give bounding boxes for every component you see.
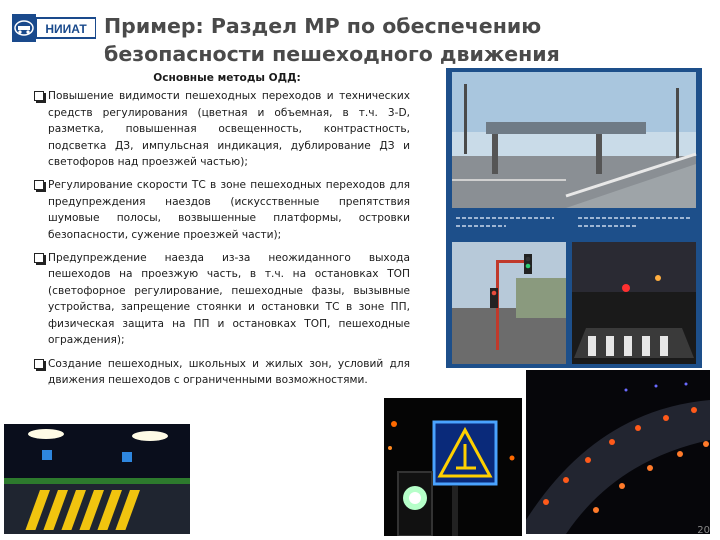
logo-text: НИИАТ: [45, 22, 87, 36]
list-item: [34, 356, 410, 389]
pedestrian-bridge-photo: [452, 72, 696, 208]
illuminated-crosswalk-photo: [4, 424, 190, 534]
checkbox-bullet-icon: [34, 359, 44, 369]
page-number: 20: [697, 525, 710, 536]
list-item: [34, 177, 410, 243]
road-led-studs-photo: [526, 370, 710, 534]
list-item-text: Регулирование скорости ТС в зоне пешеходных переходов для предупреждения наездов (искусственные препятствия шумовые полосы, возвышенные платформы, островки безопасности, сужение проезжей части);: [48, 179, 410, 241]
list-item: [34, 250, 410, 348]
methods-heading: Основные методы ОДД:: [153, 72, 301, 84]
list-item-text: Создание пешеходных, школьных и жилых зон, условий для движения пешеходов с ограниченными возможностями.: [48, 357, 410, 386]
led-pedestrian-sign-photo: [384, 398, 522, 536]
page-title: Пример: Раздел МР по обеспечению безопасности пешеходного движения: [104, 14, 560, 66]
night-crosswalk-photo: [572, 242, 696, 364]
checkbox-bullet-icon: [34, 253, 44, 263]
checkbox-bullet-icon: [34, 180, 44, 190]
document-body: [34, 70, 410, 395]
list-item: [34, 88, 410, 170]
list-item-text: Предупреждение наезда из-за неожиданного выхода пешеходов на проезжую часть, в т.ч. на остановках ТОП (светофорное регулирование, пешеходные фазы, вызывные устройства, запрещение стоянки и остановки ТС в зоне ПП, физическая защита на ПП и остановках ТОП, пешеходные ограждения);: [48, 252, 410, 347]
checkbox-bullet-icon: [34, 91, 44, 101]
logo: [12, 14, 96, 42]
traffic-light-street-photo: [452, 242, 566, 364]
photo-collage: [446, 68, 702, 368]
list-item-text: Повышение видимости пешеходных переходов и технических средств регулирования (цветная и объемная, в т.ч. 3-D, разметка, повышенная освещенность, контрастность, подсветка ДЗ, импульсная индикация, дублирование ДЗ и светофоров над проезжей частью);: [48, 90, 410, 169]
